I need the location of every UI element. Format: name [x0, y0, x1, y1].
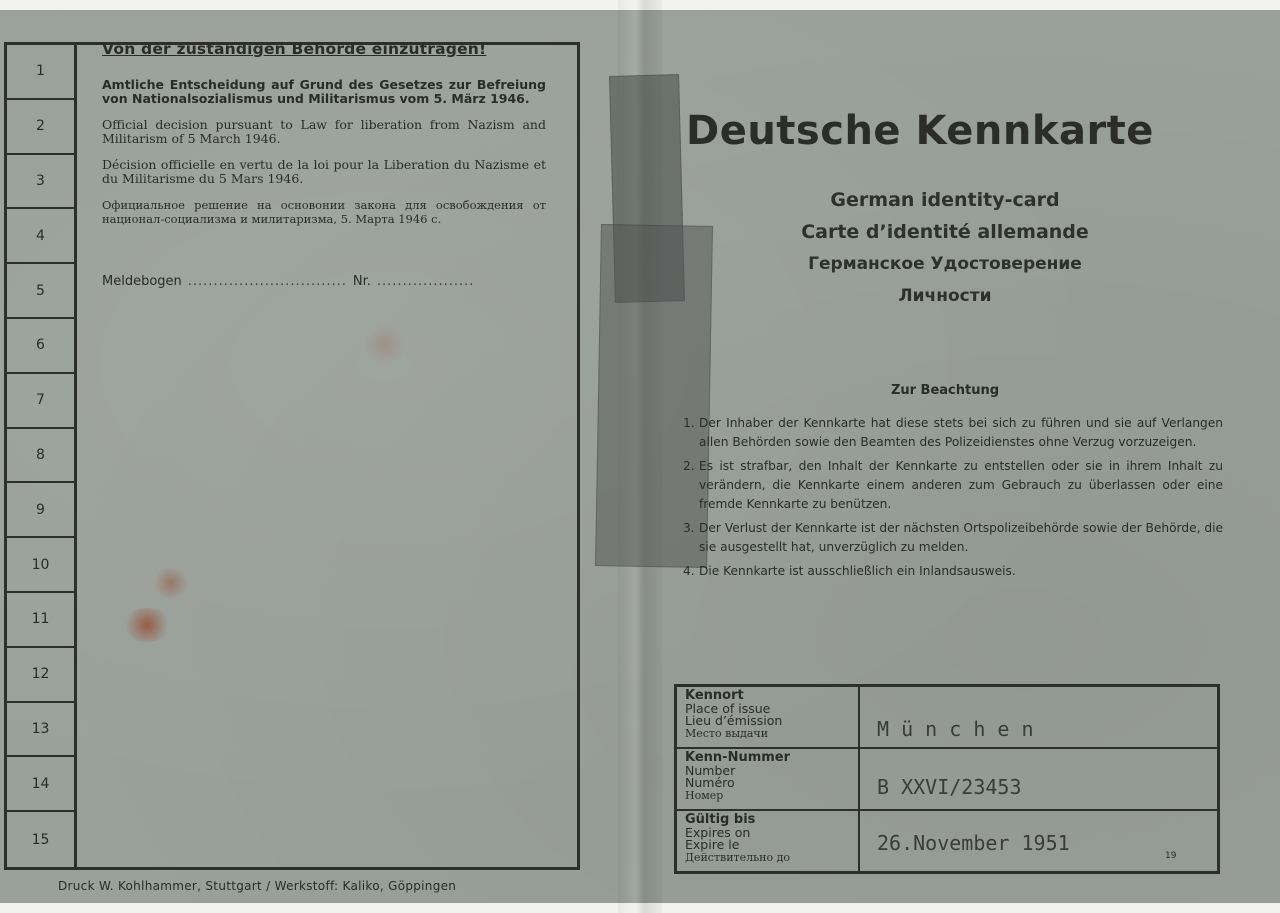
row-number-column: [7, 45, 77, 867]
notice-rule-text: Es ist strafbar, den Inhalt der Kennkarte zu entstellen oder sie in ihrem Inhalt zu verändern, die Kennkarte einem anderen zum Gebrauch zu überlassen oder eine fremde Kennkarte zu benützen.: [699, 459, 1223, 511]
row-number: 6: [7, 319, 74, 374]
stain-mark: [152, 568, 190, 598]
expiry-value: 26.November 1951: [877, 831, 1070, 855]
notice-rule-number: 4.: [683, 564, 695, 578]
left-page-content: [102, 40, 546, 289]
row-number: 5: [7, 264, 74, 319]
nr-label: Nr.: [352, 274, 371, 289]
decision-text-german: Amtliche Entscheidung auf Grund des Gesetzes zur Befreiung von Nationalsozialismus und Militarismus vom 5. März 1946.: [102, 77, 546, 106]
stain-mark: [365, 325, 405, 365]
notice-rule: [683, 457, 1223, 514]
left-page-heading: Von der zuständigen Behörde einzutragen!: [102, 40, 487, 58]
row-number: 1: [7, 45, 74, 100]
notice-rule-text: Der Inhaber der Kennkarte hat diese stets bei sich zu führen und sie auf Verlangen allen Behörden sowie den Beamten des Polizeidienstes ohne Verzug vorzuzeigen.: [699, 416, 1223, 449]
subtitle-russian-line2: Личности: [898, 286, 992, 306]
row-number: 7: [7, 374, 74, 429]
notice-rule-text: Der Verlust der Kennkarte ist der nächsten Ortspolizeibehörde sowie der Behörde, die sie ausgestellt hat, unverzüglich zu melden.: [699, 521, 1223, 554]
row-number: 10: [7, 538, 74, 593]
card-number-value: B XXVI/23453: [877, 775, 1022, 799]
label-russian: Действительно до: [685, 850, 790, 864]
year-prefix-printed: 19: [1165, 851, 1177, 861]
subtitle-russian-line1: Германское Удостоверение: [808, 254, 1082, 274]
label-french: Numéro: [685, 775, 735, 790]
label-english: Expires on: [685, 824, 751, 840]
card-subtitles: [700, 184, 1190, 312]
notice-rule-number: 1.: [683, 416, 695, 430]
label-english: Place of issue: [685, 700, 771, 716]
notice-rule-number: 3.: [683, 521, 695, 535]
label-english: Number: [685, 762, 736, 778]
label-french: Expire le: [685, 837, 740, 852]
row-number: 3: [7, 155, 74, 210]
place-of-issue-row: [677, 687, 1217, 749]
place-of-issue-label: [685, 690, 857, 740]
row-number: 2: [7, 100, 74, 155]
expiry-row: [677, 811, 1217, 871]
row-number: 14: [7, 757, 74, 812]
card-title: Deutsche Kennkarte: [686, 108, 1154, 154]
row-number: 8: [7, 429, 74, 484]
meldebogen-label: Meldebogen: [102, 274, 182, 289]
row-number: 15: [31, 831, 50, 848]
subtitle-english: German identity-card: [830, 189, 1060, 211]
subtitle-french: Carte d’identité allemande: [801, 221, 1089, 243]
card-number-row: [677, 749, 1217, 811]
label-german: Kennort: [685, 688, 744, 703]
meldebogen-dots: ...............................: [187, 274, 347, 289]
stain-mark: [122, 608, 172, 642]
notice-rule: [683, 519, 1223, 557]
decision-text-english: Official decision pursuant to Law for liberation from Nazism and Militarism of 5 March 1946.: [102, 117, 546, 146]
row-number: 9: [7, 483, 74, 538]
row-number: 11: [7, 593, 74, 648]
label-german: Gültig bis: [685, 812, 756, 827]
nr-dots: ...................: [376, 274, 475, 289]
row-number: 4: [7, 209, 74, 264]
label-russian: Место выдачи: [685, 726, 769, 740]
notice-rule: [683, 562, 1223, 581]
label-german: Kenn-Nummer: [685, 750, 791, 765]
decision-text-french: Décision officielle en vertu de la loi pour la Liberation du Nazisme et du Militarisme du 5 Mars 1946.: [102, 157, 546, 186]
notice-rule: [683, 414, 1223, 452]
decision-text-russian: Официальное решение на основонии закона для освобождения от нациoнал-социализма и милитаризма, 5. Марта 1946 с.: [102, 198, 546, 226]
meldebogen-line: [102, 274, 546, 289]
expiry-label: [685, 814, 857, 864]
printer-imprint: Druck W. Kohlhammer, Stuttgart / Werkstoff: Kaliko, Göppingen: [58, 879, 457, 893]
notice-rule-number: 2.: [683, 459, 695, 473]
label-french: Lieu d’émission: [685, 713, 783, 728]
card-number-label: [685, 752, 857, 802]
notice-rules-list: [683, 414, 1223, 586]
id-details-table: [674, 684, 1220, 874]
place-of-issue-value: M ü n c h e n: [877, 717, 1034, 741]
label-russian: Номер: [685, 788, 724, 802]
notice-rule-text: Die Kennkarte ist ausschließlich ein Inlandsausweis.: [699, 564, 1016, 578]
row-number: 13: [7, 703, 74, 758]
notice-heading: Zur Beachtung: [890, 383, 1000, 398]
row-number: 12: [7, 648, 74, 703]
